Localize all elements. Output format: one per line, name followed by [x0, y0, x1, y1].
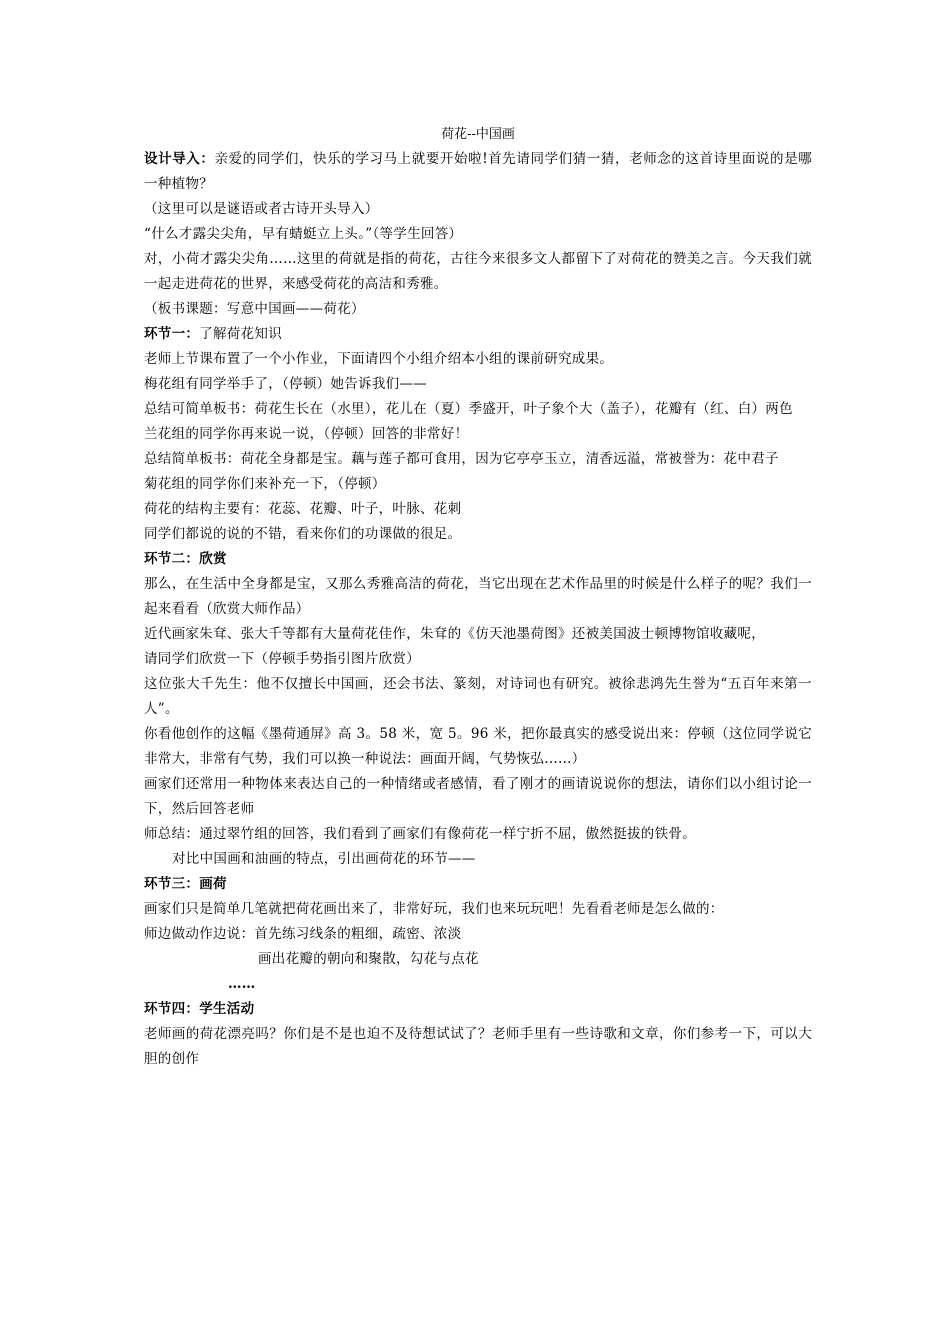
section-3-paragraph: 画家们只是简单几笔就把荷花画出来了，非常好玩，我们也来玩玩吧！先看看老师是怎么做的： — [144, 901, 724, 917]
section-1-paragraph: 梅花组有同学举手了，（停顿）她告诉我们—— — [144, 376, 428, 392]
section-2-paragraph: 请同学们欣赏一下（停顿手势指引图片欣赏） — [144, 651, 420, 667]
section-3-ellipsis: …… — [228, 976, 256, 992]
board-topic: （板书课题：写意中国画——荷花） — [144, 301, 365, 317]
section-1-paragraph: 荷花的结构主要有：花蕊、花瓣、叶子，叶脉、花刺 — [144, 501, 462, 517]
section-3-heading: 环节三：画荷 — [144, 876, 227, 892]
section-2-paragraph: 那么，在生活中全身都是宝，又那么秀雅高洁的荷花，当它出现在艺术作品里的时候是什么样子的呢？我们一起来看看（欣赏大师作品） — [144, 576, 812, 617]
section-2-paragraph: 画家们还常用一种物体来表达自己的一种情绪或者感情，看了刚才的画请说说你的想法，请你们以小组讨论一下，然后回答老师 — [144, 776, 812, 817]
section-1-paragraph: 菊花组的同学你们来补充一下，（停顿） — [144, 476, 386, 492]
section-1-paragraph: 兰花组的同学你再来说一说，（停顿）回答的非常好！ — [144, 426, 469, 442]
section-1-paragraph: 总结可简单板书：荷花生长在（水里），花儿在（夏）季盛开，叶子象个大（盖子），花瓣有（红、白）两色 — [144, 401, 793, 417]
section-2-paragraph: 近代画家朱耷、张大千等都有大量荷花佳作，朱耷的《仿天池墨荷图》还被美国波士顿博物馆收藏呢， — [144, 626, 765, 642]
section-2-paragraph: 师总结：通过翠竹组的回答，我们看到了画家们有像荷花一样宁折不屈，傲然挺拔的铁骨。 — [144, 826, 696, 842]
section-2-paragraph: 对比中国画和油画的特点，引出画荷花的环节—— — [172, 851, 476, 867]
section-1-paragraph: 同学们都说的说的不错，看来你们的功课做的很足。 — [144, 526, 462, 542]
intro-paragraph — [144, 147, 812, 197]
section-2-paragraph: 这位张大千先生：他不仅擅长中国画，还会书法、篆刻，对诗词也有研究。被徐悲鸿先生誉为“五百年来第一人”。 — [144, 676, 812, 717]
section-1-label: 环节一： — [144, 326, 200, 342]
section-1-paragraph: 老师上节课布置了一个小作业，下面请四个小组介绍本小组的课前研究成果。 — [144, 351, 614, 367]
section-1-heading — [144, 322, 812, 347]
section-2-heading: 环节二：欣赏 — [144, 551, 227, 567]
document-page — [144, 122, 812, 1072]
poem-line: “什么才露尖尖角，早有蜻蜓立上头。”（等学生回答） — [144, 226, 463, 242]
section-2-paragraph: 你看他创作的这幅《墨荷通屏》高 3。58 米，宽 5。96 米，把你最真实的感受说出来：停顿（这位同学说它非常大，非常有气势，我们可以换一种说法：画面开阔，气势恢弘……） — [144, 726, 812, 767]
section-1-paragraph: 总结简单板书：荷花全身都是宝。藕与莲子都可食用，因为它亭亭玉立，清香远溢，常被誉为：花中君子 — [144, 451, 779, 467]
section-3-paragraph: 师边做动作边说：首先练习线条的粗细，疏密、浓淡 — [144, 926, 462, 942]
intro-note: （这里可以是谜语或者古诗开头导入） — [144, 201, 379, 217]
section-4-paragraph: 老师画的荷花漂亮吗？你们是不是也迫不及待想试试了？老师手里有一些诗歌和文章，你们参考一下，可以大胆的创作 — [144, 1026, 812, 1067]
section-4-heading: 环节四：学生活动 — [144, 1001, 255, 1017]
intro-followup: 对，小荷才露尖尖角……这里的荷就是指的荷花，古往今来很多文人都留下了对荷花的赞美之言。今天我们就一起走进荷花的世界，来感受荷花的高洁和秀雅。 — [144, 251, 812, 292]
document-title: 荷花--中国画 — [441, 127, 515, 142]
intro-text: 亲爱的同学们，快乐的学习马上就要开始啦!首先请同学们猜一猜，老师念的这首诗里面说的是哪一种植物？ — [144, 151, 813, 192]
intro-label: 设计导入： — [144, 151, 215, 167]
section-1-title: 了解荷花知识 — [199, 326, 283, 342]
section-3-paragraph: 画出花瓣的朝向和聚散，勾花与点花 — [258, 951, 479, 967]
